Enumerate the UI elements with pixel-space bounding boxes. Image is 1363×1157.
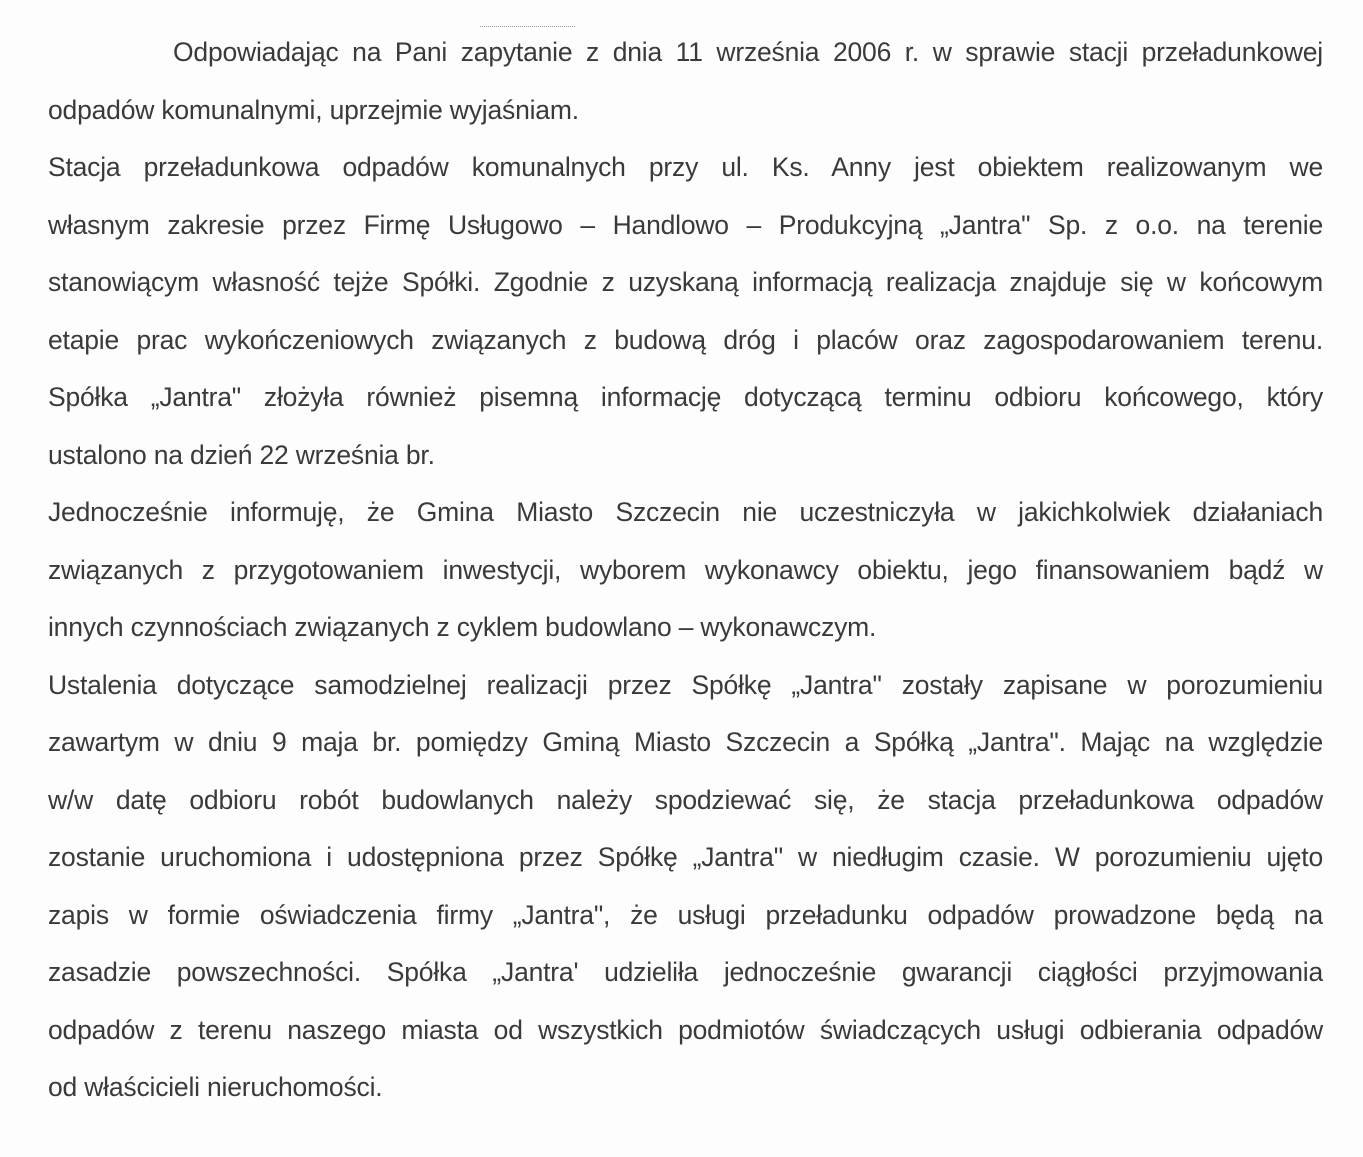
paragraph-4-line-7: odpadów z terenu naszego miasta od wszystkich podmiotów świadczących usługi odbierania odpadów [48, 1014, 1323, 1045]
paragraph-4-line-3: w/w datę odbioru robót budowlanych należy spodziewać się, że stacja przeładunkowa odpadów [48, 784, 1323, 815]
paragraph-4-line-5: zapis w formie oświadczenia firmy „Jantra", że usługi przeładunku odpadów prowadzone będą na [48, 899, 1323, 930]
paragraph-2-line-6: ustalono na dzień 22 września br. [48, 439, 435, 470]
letter-body [48, 24, 1323, 1117]
paragraph-4-line-1: Ustalenia dotyczące samodzielnej realizacji przez Spółkę „Jantra" zostały zapisane w porozumieniu [48, 669, 1323, 700]
paragraph-4-line-8: od właścicieli nieruchomości. [48, 1072, 383, 1102]
paragraph-4-line-6: zasadzie powszechności. Spółka „Jantra' udzieliła jednocześnie gwarancji ciągłości przyjmowania [48, 957, 1323, 987]
paragraph-1-line-2: odpadów komunalnymi, uprzejmie wyjaśniam. [48, 94, 579, 125]
paragraph-2-line-2: własnym zakresie przez Firmę Usługowo – Handlowo – Produkcyjną „Jantra" Sp. z o.o. na terenie [48, 209, 1323, 240]
paragraph-3-line-1: Jednocześnie informuję, że Gmina Miasto Szczecin nie uczestniczyła w jakichkolwiek działaniach [48, 497, 1323, 527]
paragraph-3-line-3: innych czynnościach związanych z cyklem budowlano – wykonawczym. [48, 612, 877, 642]
paragraph-1-line-1: Odpowiadając na Pani zapytanie z dnia 11 września 2006 r. w sprawie stacji przeładunkowej [173, 37, 1323, 67]
paragraph-2-line-1: Stacja przeładunkowa odpadów komunalnych przy ul. Ks. Anny jest obiektem realizowanym we [48, 152, 1323, 182]
paragraph-3-line-2: związanych z przygotowaniem inwestycji, wyborem wykonawcy obiektu, jego finansowaniem bądź w [48, 554, 1323, 585]
paragraph-2-line-4: etapie prac wykończeniowych związanych z budową dróg i placów oraz zagospodarowaniem terenu. [48, 324, 1323, 355]
paragraph-2-line-3: stanowiącym własność tejże Spółki. Zgodnie z uzyskaną informacją realizacja znajduje się w końcowym [48, 267, 1323, 297]
paragraph-4-line-2: zawartym w dniu 9 maja br. pomiędzy Gminą Miasto Szczecin a Spółką „Jantra". Mając na względzie [48, 727, 1323, 757]
paragraph-4-line-4: zostanie uruchomiona i udostępniona przez Spółkę „Jantra" w niedługim czasie. W porozumieniu ujęto [48, 842, 1323, 872]
paragraph-2-line-5: Spółka „Jantra" złożyła również pisemną informację dotyczącą terminu odbioru końcowego, który [48, 382, 1323, 412]
